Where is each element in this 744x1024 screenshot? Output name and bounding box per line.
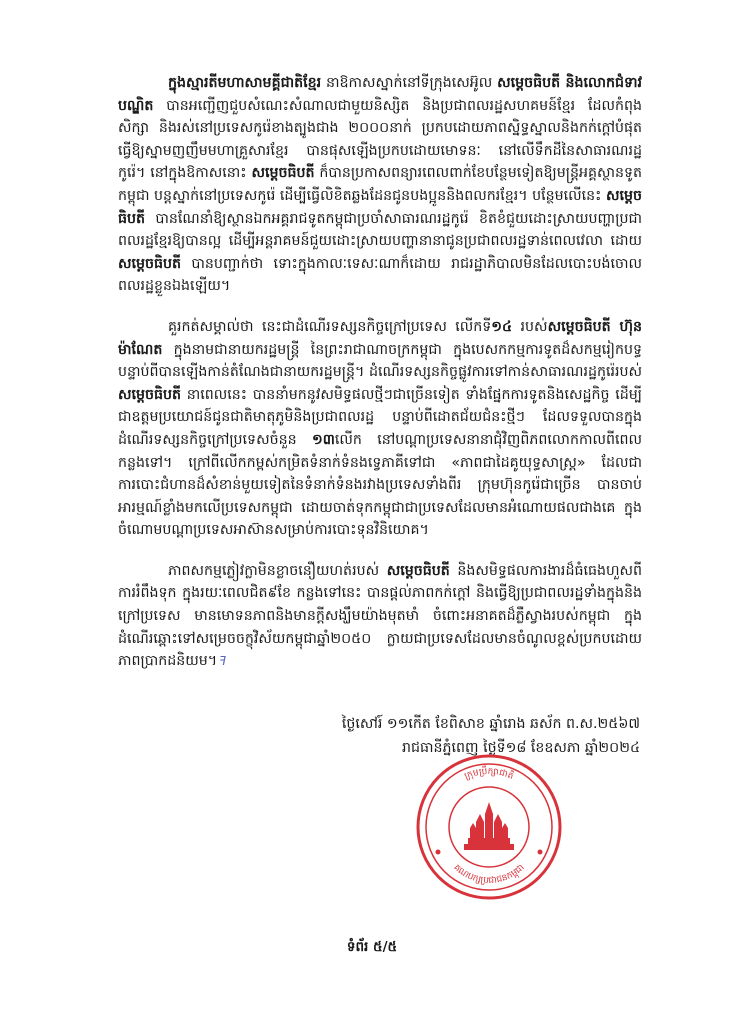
text-run: នាពេលនេះ បាននាំមកនូវសមិទ្ធផលថ្មីៗជាច្រើនទៀត ទាំងផ្នែកការទូតនិងសេដ្ឋកិច្ច ដើម្បីជាឧត្តមប្រយោជន៍ជូនជាតិមាតុភូមិនិងប្រជាពលរដ្ឋ បន្ទាប់ពីដោតជ័យជំនះថ្មីៗ ដែលទទួលបានក្នុងដំណើរទស្សនកិច្ចក្រៅប្រទេសចំនួន: [118, 386, 642, 448]
text-run: ក្នុងនាមជានាយករដ្ឋមន្ត្រី នៃព្រះរាជាណាចក្រកម្ពុជា ក្នុងបេសកកម្មការទូតដ៏សកម្មរៀកបទ្ធ បន្ទាប់ពីបានឡើងកាន់តំណែងជានាយករដ្ឋមន្ត្រី។ ដំណើរទស្សនកិច្ចផ្លូវការទៅកាន់សាធារណរដ្ឋកូរ៉េរបស់: [118, 341, 642, 381]
paragraph: [118, 560, 642, 673]
paragraph: [118, 316, 642, 542]
bold-text: សម្តេចធិបតី: [386, 562, 450, 579]
page-number: ទំព័រ ៥/៥: [346, 939, 398, 955]
body-text: [118, 72, 642, 691]
text-run: និងសមិទ្ធផលការងារដ៏ធំធេងហួសពីការរំពឹងទុក ក្នុងរយៈពេលជិត៩ខែ កន្លងទៅនេះ បានផ្តល់ភាពកក់ក្តៅ និងធ្វើឱ្យប្រជាពលរដ្ឋទាំងក្នុងនិងក្រៅប្រទេស មានមោទនភាពនិងមានក្តីសង្ឃឹមយ៉ាងមុតមាំ ចំពោះអនាគតដ៏ភ្លឺស្វាងរបស់កម្ពុជា ក្នុងដំណើរឆ្ពោះទៅសម្រេចចក្ខុវិស័យកម្ពុជាឆ្នាំ២០៥០ ក្លាយជាប្រទេសដែលមានចំណូលខ្ពស់ប្រកបដោយភាពប្រាកដនិយម។: [118, 562, 642, 670]
text-run: លើក នៅបណ្តាប្រទេសនានាជុំវិញពិភពលោកកាលពីពេលកន្លងទៅ។ ក្រៅពីលើកកម្ពស់កម្រិតទំនាក់ទំនងទ្វេភាគីទៅជា «ភាពជាដៃគូយុទ្ធសាស្ត្រ» ដែលជាការបោះជំហានដ៏សំខាន់មួយទៀតនៃទំនាក់ទំនងរវាងប្រទេសទាំងពីរ ក្រុមហ៊ុនកូរ៉េជាច្រើន បានចាប់អារម្មណ៍ខ្លាំងមកលើប្រទេសកម្ពុជា ដោយចាត់ទុកកម្ពុជាជាប្រទេសដែលមានអំណោយផលជាងគេ ក្នុងចំណោមបណ្តាប្រទេសអាស៊ានសម្រាប់ការបោះទុនវិនិយោគ។: [118, 431, 642, 539]
seal-bottom-text: គណបក្សប្រជាជនកម្ពុជា: [451, 862, 527, 887]
bold-text: សម្តេចធិបតី: [251, 165, 315, 182]
text-run: នាឱកាសស្នាក់នៅទីក្រុងសេអ៊ូល: [321, 75, 498, 91]
text-run: បានបញ្ជាក់ថា ទោះក្នុងកាលៈទេសៈណាក៏ដោយ រាជរដ្ឋាភិបាលមិនដែលបោះបង់ចោលពលរដ្ឋខ្លួនឯងឡើយ។: [118, 255, 642, 295]
seal-star-icon: [436, 850, 543, 855]
bold-text: សម្តេចធិបតី: [497, 75, 561, 91]
bold-text: សម្តេចធិបតី ហ៊ុន ម៉ាណែត: [118, 318, 642, 358]
bold-text: និងលោកជំទាវបណ្ឌិត: [118, 75, 642, 114]
handwritten-initials: ꟻ: [219, 654, 227, 669]
solar-date: រាជធានីភ្នំពេញ ថ្ងៃទី១៨ ខែឧសភា ឆ្នាំ២០២៤: [402, 740, 640, 756]
seal-top-text: ក្រុមប្រឹក្សាជាតិ: [463, 766, 515, 783]
lunar-date: ថ្ងៃសៅរ៍ ១១កើត ខែពិសាខ ឆ្នាំរោង ឆស័ក ព.ស.២៥៦៧: [341, 716, 640, 732]
angkor-temple-icon: [464, 802, 514, 850]
bold-text: ១៤: [491, 318, 513, 335]
bold-text: សម្តេចធិបតី: [118, 187, 642, 227]
paragraph: [118, 72, 642, 298]
bold-text: ក្នុងស្មារតីមហាសាមគ្គីជាតិខ្មែរ: [168, 75, 322, 91]
official-seal: [414, 752, 564, 902]
text-run: បានណែនាំឱ្យស្ថានឯកអគ្គរាជទូតកម្ពុជាប្រចាំសាធារណរដ្ឋកូរ៉េ ខិតខំជួយដោះស្រាយបញ្ហាប្រជាពលរដ្ឋខ្មែរឱ្យបានល្អ ដើម្បីអន្តរាគមន៍ជួយដោះស្រាយបញ្ហានានាជូនប្រជាពលរដ្ឋទាន់ពេលវេលា ដោយ: [118, 210, 642, 250]
bold-text: សម្តេចធិបតី: [118, 255, 182, 272]
text-run: ភាពសកម្មភ្លៀវក្លាមិនខ្លាចនឿយហត់របស់: [168, 562, 387, 579]
text-run: បានអញ្ជើញជួបសំណេះសំណាលជាមួយនិស្សិត និងប្រជាពលរដ្ឋសហគមន៍ខ្មែរ ដែលកំពុងសិក្សា និងរស់នៅប្រទេសកូរ៉េខាងត្បូងជាង ២០០០នាក់ ប្រកបដោយភាពស្និទ្ធស្នាលនិងកក់ក្ដៅបំផុត ធ្វើឱ្យស្នាមញញឹមមហាគ្រួសារខ្មែរ បានផុសឡើងប្រកបដោយមោទនៈ នៅលើទឹកដីនៃសាធារណរដ្ឋកូរ៉េ។ នៅក្នុងឱកាសនោះ: [118, 97, 642, 182]
text-run: របស់: [512, 318, 548, 335]
bold-text: សម្តេចធិបតី: [118, 386, 182, 403]
text-run: គួរកត់សម្គាល់ថា នេះជាដំណើរទស្សនកិច្ចក្រៅប្រទេស លើកទី: [168, 318, 492, 335]
bold-text: ១៣: [312, 431, 335, 448]
text-run: ក៏បានប្រកាសពន្យារពេលពាក់ខែបន្ថែមទៀតឱ្យមន្ត្រីអគ្គស្ថានទូតកម្ពុជា បន្តស្នាក់នៅប្រទេសកូរ៉េ ដើម្បីធ្វើលិខិតឆ្លងដែនជូនបងប្អូននិងពលករខ្មែរ។ បន្ថែមលើនេះ: [118, 165, 642, 204]
